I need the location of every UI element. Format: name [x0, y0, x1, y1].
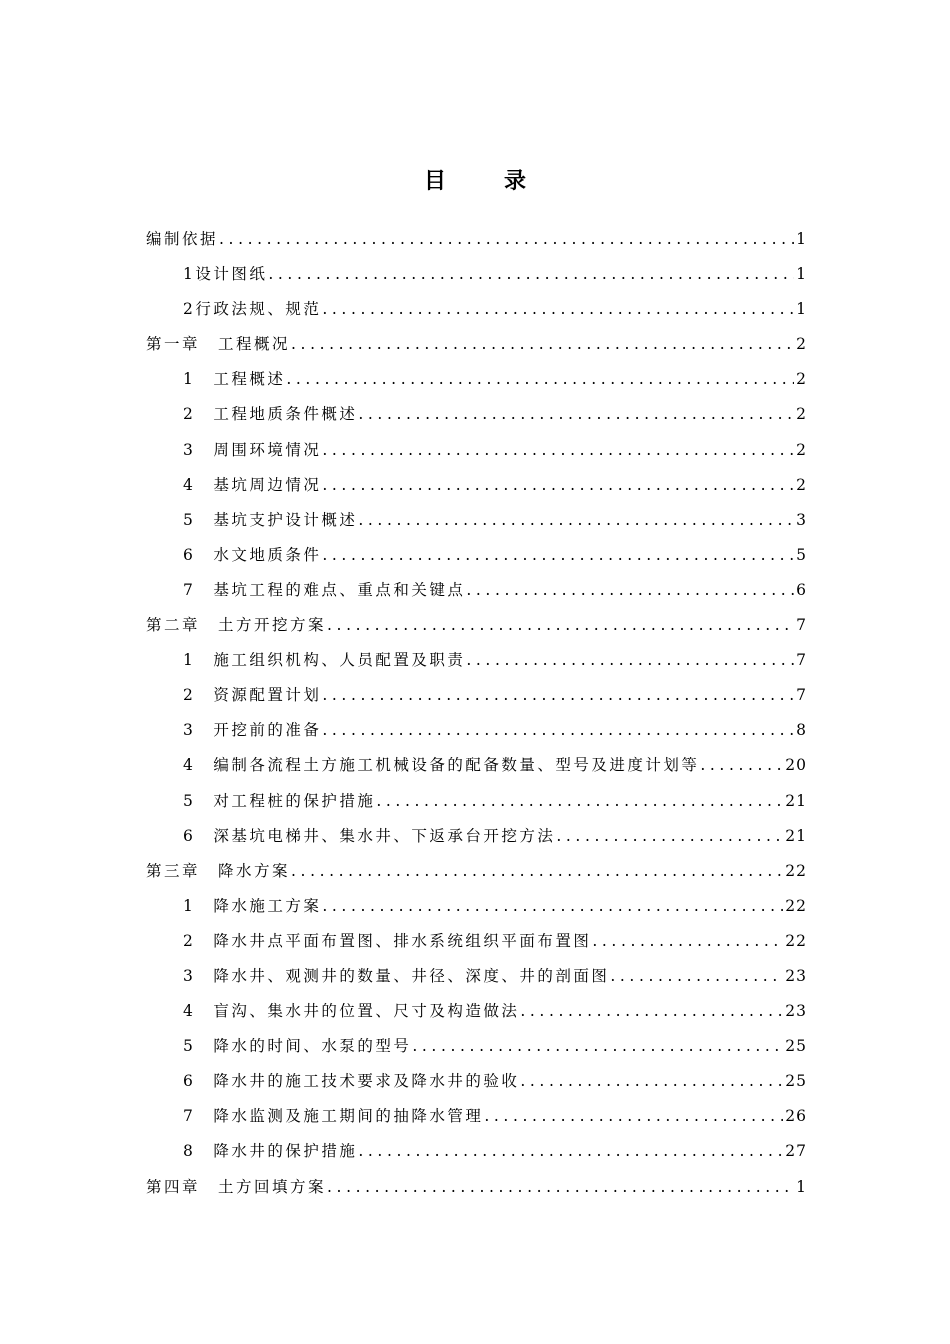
toc-section-entry[interactable] [146, 538, 807, 573]
toc-page-number: 25 [785, 1072, 807, 1091]
page-title: 目 录 [423, 169, 544, 194]
toc-dot-leader [358, 397, 794, 432]
toc-dot-leader [322, 468, 794, 503]
toc-chapter-entry[interactable] [146, 222, 807, 257]
toc-dot-leader [291, 327, 794, 362]
toc-section-entry[interactable] [146, 292, 807, 327]
toc-page-number: 23 [785, 1002, 807, 1021]
toc-page-number: 26 [785, 1107, 807, 1126]
toc-section-entry[interactable] [146, 573, 807, 608]
toc-dot-leader [592, 924, 783, 959]
toc-entry-text: 第三章 降水方案 [146, 861, 291, 880]
toc-page-number: 1 [796, 265, 807, 284]
toc-entry-text: 7 基坑工程的难点、重点和关键点 [183, 580, 466, 599]
toc-entry-text: 编制依据 [146, 230, 219, 248]
toc-dot-leader [286, 362, 794, 397]
toc-page-number: 21 [785, 826, 807, 845]
toc-entry-text: 4 编制各流程土方施工机械设备的配备数量、型号及进度计划等 [183, 756, 700, 775]
toc-entry-text: 1设计图纸 [183, 265, 268, 284]
toc-entry-text: 2 降水井点平面布置图、排水系统组织平面布置图 [183, 931, 592, 950]
toc-section-entry[interactable] [146, 503, 807, 538]
toc-dot-leader [520, 994, 783, 1029]
toc-dot-leader [484, 1099, 783, 1134]
toc-section-entry[interactable] [146, 257, 807, 292]
table-of-contents [146, 222, 807, 1205]
toc-page-number: 27 [785, 1142, 807, 1161]
toc-entry-text: 1 工程概述 [183, 370, 286, 389]
toc-section-entry[interactable] [146, 784, 807, 819]
toc-entry-text: 1 降水施工方案 [183, 896, 322, 915]
toc-dot-leader [219, 222, 794, 257]
toc-page-number: 2 [796, 335, 807, 354]
toc-page-number: 5 [796, 545, 807, 564]
toc-page-number: 2 [796, 405, 807, 424]
toc-page-number: 3 [796, 510, 807, 529]
toc-chapter-entry[interactable] [146, 1170, 807, 1205]
toc-entry-text: 3 开挖前的准备 [183, 721, 322, 740]
toc-dot-leader [466, 573, 794, 608]
toc-dot-leader [268, 257, 794, 292]
toc-page-number: 7 [796, 686, 807, 705]
toc-page-number: 7 [796, 616, 807, 635]
toc-section-entry[interactable] [146, 468, 807, 503]
toc-entry-text: 5 降水的时间、水泵的型号 [183, 1037, 412, 1056]
toc-dot-leader [700, 748, 783, 783]
toc-entry-text: 2 工程地质条件概述 [183, 405, 358, 424]
toc-page-number: 1 [796, 230, 807, 248]
toc-page-number: 25 [785, 1037, 807, 1056]
toc-dot-leader [327, 1170, 794, 1205]
toc-dot-leader [322, 433, 794, 468]
toc-section-entry[interactable] [146, 678, 807, 713]
toc-dot-leader [556, 819, 783, 854]
toc-dot-leader [376, 784, 783, 819]
toc-dot-leader [322, 889, 783, 924]
toc-page-number: 2 [796, 475, 807, 494]
toc-section-entry[interactable] [146, 643, 807, 678]
toc-entry-text: 4 基坑周边情况 [183, 475, 322, 494]
toc-section-entry[interactable] [146, 1134, 807, 1169]
toc-dot-leader [610, 959, 783, 994]
toc-dot-leader [291, 854, 783, 889]
toc-entry-text: 7 降水监测及施工期间的抽降水管理 [183, 1107, 484, 1126]
toc-entry-text: 第四章 土方回填方案 [146, 1177, 327, 1196]
toc-section-entry[interactable] [146, 1029, 807, 1064]
toc-chapter-entry[interactable] [146, 608, 807, 643]
toc-entry-text: 第一章 工程概况 [146, 335, 291, 354]
toc-dot-leader [520, 1064, 783, 1099]
toc-dot-leader [327, 608, 794, 643]
toc-page-number: 20 [785, 756, 807, 775]
toc-dot-leader [322, 292, 794, 327]
toc-page-number: 21 [785, 791, 807, 810]
toc-page-number: 22 [785, 931, 807, 950]
toc-dot-leader [322, 678, 794, 713]
toc-page-number: 2 [796, 370, 807, 389]
toc-entry-text: 3 周围环境情况 [183, 440, 322, 459]
toc-dot-leader [322, 538, 794, 573]
toc-dot-leader [466, 643, 794, 678]
toc-section-entry[interactable] [146, 397, 807, 432]
toc-chapter-entry[interactable] [146, 854, 807, 889]
toc-page-number: 7 [796, 651, 807, 670]
toc-entry-text: 2 资源配置计划 [183, 686, 322, 705]
toc-section-entry[interactable] [146, 889, 807, 924]
toc-section-entry[interactable] [146, 959, 807, 994]
toc-entry-text: 4 盲沟、集水井的位置、尺寸及构造做法 [183, 1002, 520, 1021]
toc-entry-text: 1 施工组织机构、人员配置及职责 [183, 651, 466, 670]
toc-section-entry[interactable] [146, 994, 807, 1029]
toc-dot-leader [412, 1029, 783, 1064]
toc-section-entry[interactable] [146, 433, 807, 468]
toc-page-number: 8 [796, 721, 807, 740]
toc-entry-text: 5 基坑支护设计概述 [183, 510, 358, 529]
toc-entry-text: 6 水文地质条件 [183, 545, 322, 564]
toc-entry-text: 6 降水井的施工技术要求及降水井的验收 [183, 1072, 520, 1091]
toc-section-entry[interactable] [146, 713, 807, 748]
toc-section-entry[interactable] [146, 924, 807, 959]
toc-page-number: 1 [796, 1177, 807, 1196]
toc-section-entry[interactable] [146, 748, 807, 783]
toc-section-entry[interactable] [146, 1064, 807, 1099]
toc-entry-text: 8 降水井的保护措施 [183, 1142, 358, 1161]
toc-entry-text: 3 降水井、观测井的数量、井径、深度、井的剖面图 [183, 966, 610, 985]
toc-entry-text: 6 深基坑电梯井、集水井、下返承台开挖方法 [183, 826, 556, 845]
toc-page-number: 6 [796, 580, 807, 599]
toc-entry-text: 第二章 土方开挖方案 [146, 616, 327, 635]
toc-section-entry[interactable] [146, 1099, 807, 1134]
toc-dot-leader [322, 713, 794, 748]
toc-page-number: 23 [785, 966, 807, 985]
toc-page-number: 22 [785, 896, 807, 915]
toc-page-number: 1 [796, 300, 807, 319]
toc-page-number: 2 [796, 440, 807, 459]
toc-dot-leader [358, 1134, 783, 1169]
toc-chapter-entry[interactable] [146, 327, 807, 362]
toc-entry-text: 5 对工程桩的保护措施 [183, 791, 376, 810]
toc-dot-leader [358, 503, 794, 538]
toc-page-number: 22 [785, 861, 807, 880]
toc-section-entry[interactable] [146, 362, 807, 397]
toc-entry-text: 2行政法规、规范 [183, 300, 322, 319]
toc-section-entry[interactable] [146, 819, 807, 854]
